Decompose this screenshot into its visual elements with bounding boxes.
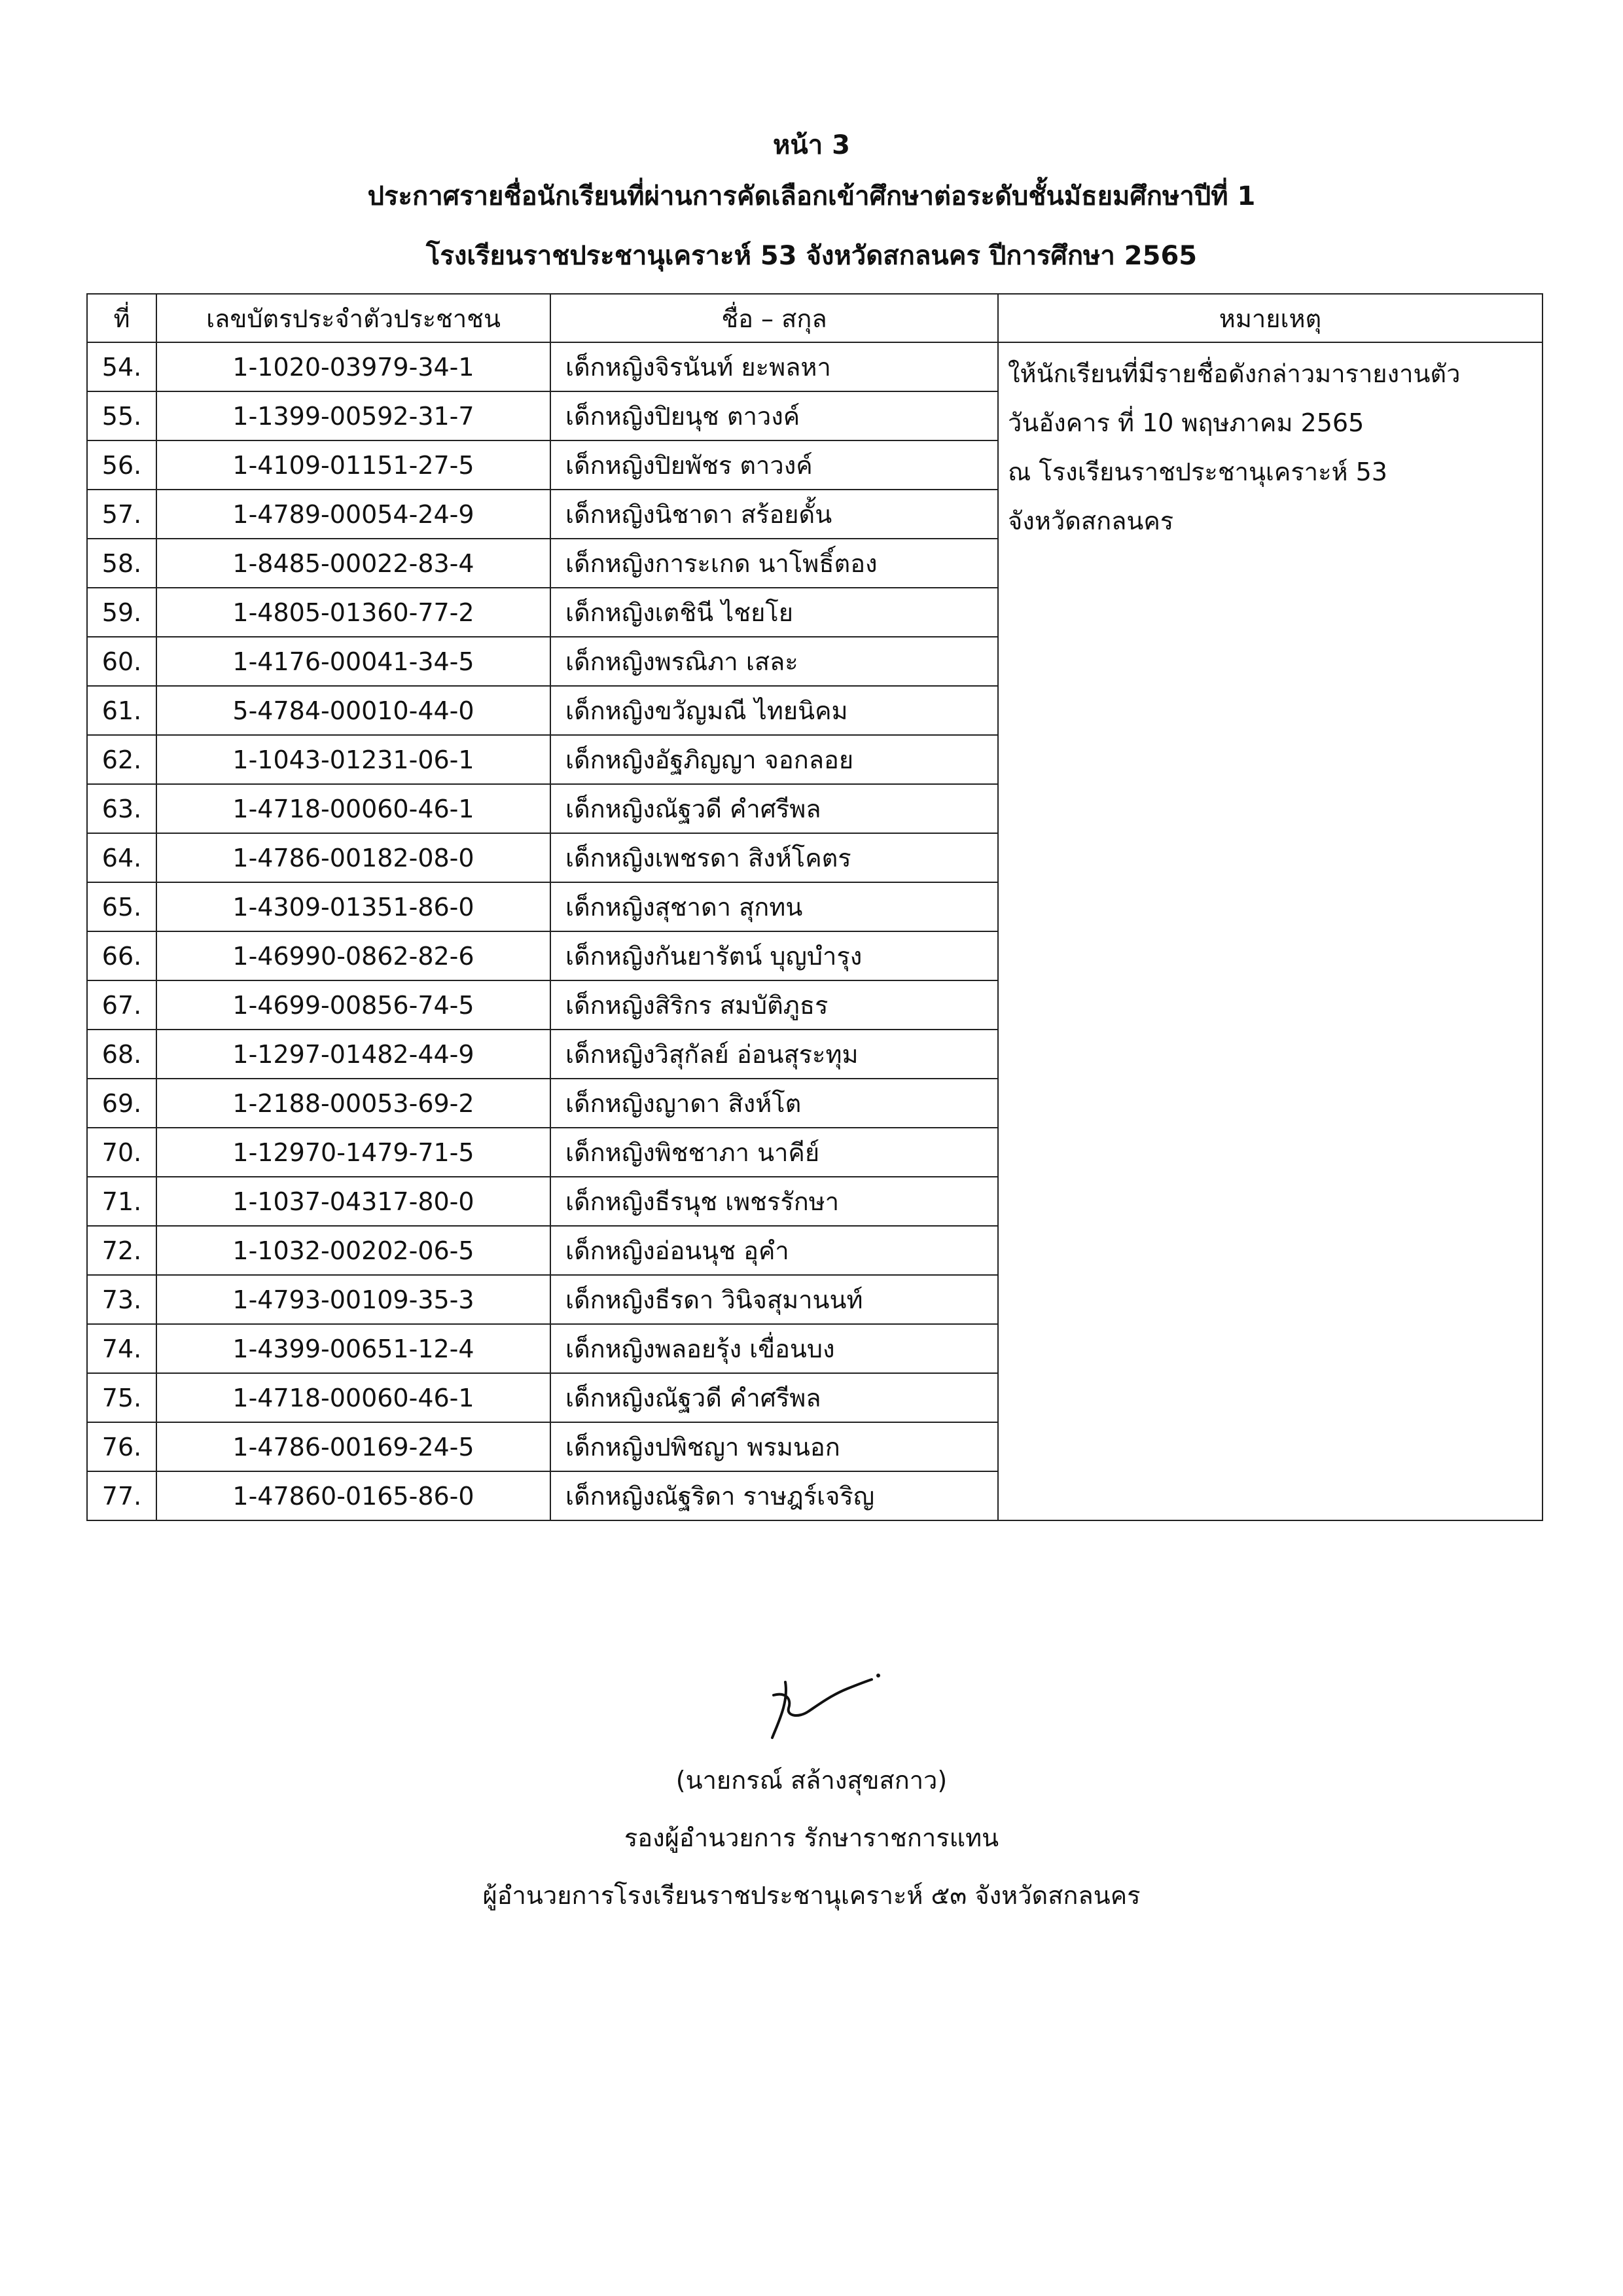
row-number: 73.: [87, 1275, 156, 1324]
document-header: [0, 124, 1623, 285]
row-citizen-id: 1-1032-00202-06-5: [156, 1226, 550, 1275]
row-student-name: เด็กหญิงญาดา สิงห์โต: [550, 1079, 998, 1128]
row-citizen-id: 1-8485-00022-83-4: [156, 539, 550, 588]
row-citizen-id: 1-4805-01360-77-2: [156, 588, 550, 637]
row-citizen-id: 1-2188-00053-69-2: [156, 1079, 550, 1128]
row-number: 69.: [87, 1079, 156, 1128]
row-citizen-id: 1-1020-03979-34-1: [156, 342, 550, 391]
remark-line: ณ โรงเรียนราชประชานุเคราะห์ 53: [1008, 457, 1387, 486]
page-label: หน้า 3: [773, 130, 850, 160]
row-student-name: เด็กหญิงณัฐวดี คำศรีพล: [550, 784, 998, 833]
row-student-name: เด็กหญิงการะเกด นาโพธิ์ตอง: [550, 539, 998, 588]
row-student-name: เด็กหญิงเพชรดา สิงห์โคตร: [550, 833, 998, 882]
row-citizen-id: 1-4789-00054-24-9: [156, 490, 550, 539]
row-citizen-id: 1-4786-00169-24-5: [156, 1422, 550, 1471]
row-number: 54.: [87, 342, 156, 391]
row-number: 57.: [87, 490, 156, 539]
row-citizen-id: 5-4784-00010-44-0: [156, 686, 550, 735]
page-subtitle: โรงเรียนราชประชานุเคราะห์ 53 จังหวัดสกลนคร ปีการศึกษา 2565: [425, 241, 1198, 271]
column-header-number: ที่: [87, 294, 156, 342]
row-number: 70.: [87, 1128, 156, 1177]
remark-line: จังหวัดสกลนคร: [1008, 507, 1174, 535]
table-row: [87, 342, 1543, 391]
row-student-name: เด็กหญิงอ่อนนุช อุคำ: [550, 1226, 998, 1275]
signatory-name: (นายกรณ์ สล้างสุขสกาว): [675, 1766, 948, 1795]
row-student-name: เด็กหญิงจิรนันท์ ยะพลหา: [550, 342, 998, 391]
row-number: 72.: [87, 1226, 156, 1275]
row-student-name: เด็กหญิงปพิชญา พรมนอก: [550, 1422, 998, 1471]
row-student-name: เด็กหญิงปิยพัชร ตาวงค์: [550, 440, 998, 490]
row-student-name: เด็กหญิงนิชาดา สร้อยดั้น: [550, 490, 998, 539]
row-number: 71.: [87, 1177, 156, 1226]
row-citizen-id: 1-4176-00041-34-5: [156, 637, 550, 686]
row-number: 66.: [87, 931, 156, 980]
row-citizen-id: 1-12970-1479-71-5: [156, 1128, 550, 1177]
row-number: 60.: [87, 637, 156, 686]
column-header-remark: หมายเหตุ: [998, 294, 1543, 342]
row-citizen-id: 1-4109-01151-27-5: [156, 440, 550, 490]
row-citizen-id: 1-4699-00856-74-5: [156, 980, 550, 1030]
row-citizen-id: 1-1297-01482-44-9: [156, 1030, 550, 1079]
row-citizen-id: 1-4399-00651-12-4: [156, 1324, 550, 1373]
row-student-name: เด็กหญิงอัฐภิญญา จอกลอย: [550, 735, 998, 784]
table-header-row: [87, 294, 1543, 342]
row-number: 77.: [87, 1471, 156, 1520]
row-student-name: เด็กหญิงธีรนุช เพชรรักษา: [550, 1177, 998, 1226]
row-number: 67.: [87, 980, 156, 1030]
row-citizen-id: 1-4718-00060-46-1: [156, 784, 550, 833]
row-student-name: เด็กหญิงณัฐริดา ราษฎร์เจริญ: [550, 1471, 998, 1520]
row-student-name: เด็กหญิงพิชชาภา นาคีย์: [550, 1128, 998, 1177]
row-number: 61.: [87, 686, 156, 735]
signatory-position: รองผู้อำนวยการ รักษาราชการแทน: [624, 1823, 999, 1852]
remark-cell: [998, 342, 1543, 1520]
row-number: 58.: [87, 539, 156, 588]
remark-line: ให้นักเรียนที่มีรายชื่อดังกล่าวมารายงานตัว: [1008, 359, 1461, 388]
row-citizen-id: 1-46990-0862-82-6: [156, 931, 550, 980]
row-student-name: เด็กหญิงวิสุกัลย์ อ่อนสุระทุม: [550, 1030, 998, 1079]
row-citizen-id: 1-4793-00109-35-3: [156, 1275, 550, 1324]
row-student-name: เด็กหญิงสิริกร สมบัติภูธร: [550, 980, 998, 1030]
row-number: 74.: [87, 1324, 156, 1373]
row-number: 59.: [87, 588, 156, 637]
signatory-position-full: ผู้อำนวยการโรงเรียนราชประชานุเคราะห์ ๕๓ จังหวัดสกลนคร: [482, 1881, 1141, 1910]
row-student-name: เด็กหญิงขวัญมณี ไทยนิคม: [550, 686, 998, 735]
row-student-name: เด็กหญิงธีรดา วินิจสุมานนท์: [550, 1275, 998, 1324]
row-number: 68.: [87, 1030, 156, 1079]
row-citizen-id: 1-1037-04317-80-0: [156, 1177, 550, 1226]
row-number: 62.: [87, 735, 156, 784]
row-citizen-id: 1-1043-01231-06-1: [156, 735, 550, 784]
row-number: 55.: [87, 391, 156, 440]
row-number: 65.: [87, 882, 156, 931]
student-roster-table: [86, 293, 1543, 1521]
column-header-name: ชื่อ – สกุล: [550, 294, 998, 342]
row-citizen-id: 1-4309-01351-86-0: [156, 882, 550, 931]
table-body: [87, 342, 1543, 1520]
row-student-name: เด็กหญิงสุชาดา สุกทน: [550, 882, 998, 931]
row-student-name: เด็กหญิงณัฐวดี คำศรีพล: [550, 1373, 998, 1422]
row-citizen-id: 1-4786-00182-08-0: [156, 833, 550, 882]
row-student-name: เด็กหญิงปิยนุช ตาวงค์: [550, 391, 998, 440]
row-student-name: เด็กหญิงกันยารัตน์ บุญบำรุง: [550, 931, 998, 980]
row-number: 64.: [87, 833, 156, 882]
row-student-name: เด็กหญิงเตชินี ไชยโย: [550, 588, 998, 637]
row-citizen-id: 1-4718-00060-46-1: [156, 1373, 550, 1422]
row-student-name: เด็กหญิงพลอยรุ้ง เขื่อนบง: [550, 1324, 998, 1373]
row-number: 63.: [87, 784, 156, 833]
row-number: 56.: [87, 440, 156, 490]
row-citizen-id: 1-1399-00592-31-7: [156, 391, 550, 440]
handwritten-signature: [759, 1656, 890, 1748]
row-student-name: เด็กหญิงพรณิภา เสละ: [550, 637, 998, 686]
row-number: 75.: [87, 1373, 156, 1422]
column-header-id: เลขบัตรประจำตัวประชาชน: [156, 294, 550, 342]
row-number: 76.: [87, 1422, 156, 1471]
remark-line: วันอังคาร ที่ 10 พฤษภาคม 2565: [1008, 408, 1364, 437]
row-citizen-id: 1-47860-0165-86-0: [156, 1471, 550, 1520]
page-title: ประกาศรายชื่อนักเรียนที่ผ่านการคัดเลือกเข้าศึกษาต่อระดับชั้นมัธยมศึกษาปีที่ 1: [367, 181, 1256, 211]
